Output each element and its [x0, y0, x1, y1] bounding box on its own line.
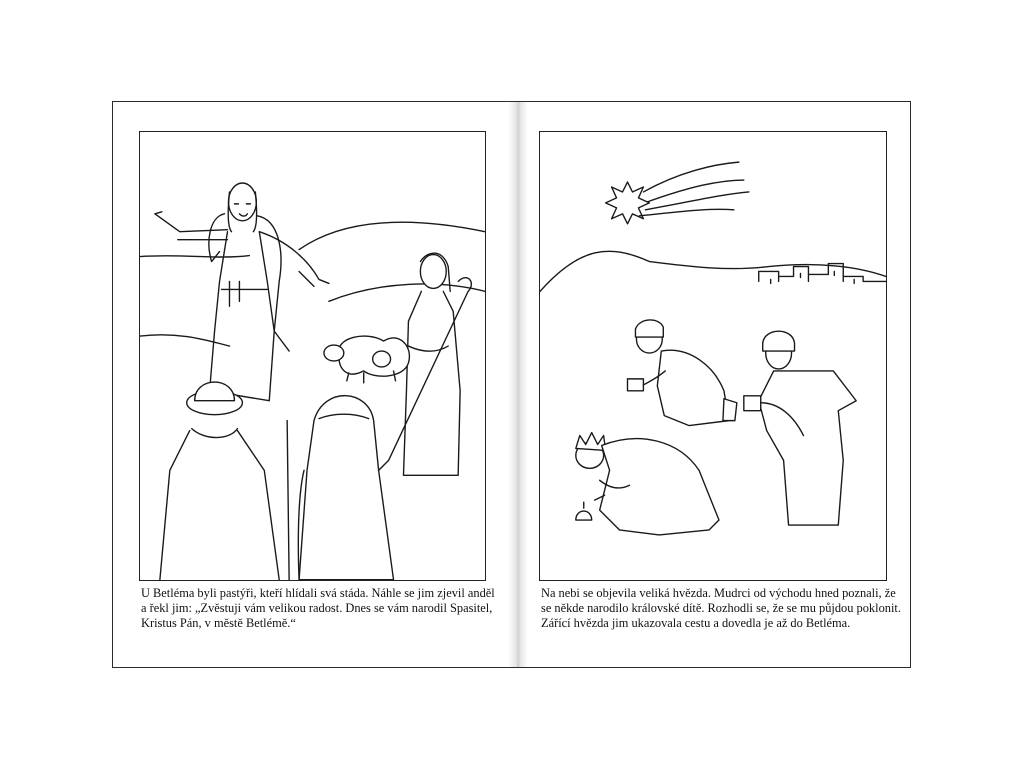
left-caption-line: U Betléma byli pastýři, kteří hlídali svá stáda. Náhle se jim zjevil anděl [141, 586, 495, 600]
hill-line-front [140, 335, 229, 346]
angel-wing-left [209, 214, 225, 262]
angel-wing-right [257, 216, 289, 351]
wise-man-1-turban [635, 320, 663, 337]
bethlehem-town [759, 264, 886, 284]
wise-man-2-turban [763, 331, 795, 351]
shepherd-collar [192, 429, 238, 438]
right-illustration-frame [539, 131, 887, 581]
sheep-head [324, 345, 344, 361]
wise-man-3-robe [600, 439, 719, 535]
hat-crown [195, 382, 235, 401]
hill-line-left [140, 256, 249, 257]
wise-men-illustration [540, 132, 886, 580]
angel-arm-right [259, 232, 329, 287]
wise-man-1-foot [723, 399, 737, 421]
right-caption-line: se někde narodilo královské dítě. Rozhodli se, že se mu půjdou poklonit. [541, 601, 901, 616]
left-caption-line: Kristus Pán, v městě Betlémě.“ [141, 616, 296, 631]
angel-figure [155, 183, 329, 401]
hill-line-mid [329, 284, 485, 301]
gift-jar [576, 511, 592, 520]
kneeling-wise-man [627, 320, 736, 426]
right-caption-line: Zářící hvězda jim ukazovala cestu a dovedla je až do Betléma. [541, 616, 851, 631]
book-gutter [508, 102, 528, 667]
left-page-caption [141, 586, 495, 632]
angel-belt [222, 281, 268, 306]
right-caption-line: Na nebi se objevila veliká hvězda. Mudrci od východu hned poznali, že [541, 586, 896, 600]
shepherd-stick [287, 421, 289, 580]
angel-arm-left [155, 212, 228, 240]
shepherd-robe [403, 291, 460, 475]
town-windows [771, 271, 855, 283]
shepherds-angel-illustration [140, 132, 485, 580]
wise-man-2-gift [744, 396, 761, 411]
comet-tail [639, 162, 748, 216]
wise-man-2-robe [759, 371, 856, 525]
shepherd-head [420, 255, 446, 289]
lamb-head [373, 351, 391, 367]
star-of-bethlehem [606, 162, 749, 224]
wise-man-1-robe [657, 350, 729, 425]
bowing-wise-man [576, 433, 719, 535]
star-icon [606, 182, 650, 224]
left-illustration-frame [139, 131, 486, 581]
shepherd-cloak [160, 431, 279, 580]
sheep-flock [324, 336, 409, 383]
wise-man-1-gift [627, 379, 643, 391]
hill-line-back [299, 222, 485, 249]
hood-cloak [299, 396, 393, 580]
right-page-caption [541, 586, 901, 632]
hooded-shepherd [298, 396, 393, 580]
standing-wise-man [744, 331, 856, 525]
shepherd-with-hat [160, 382, 289, 580]
wise-man-3-crown [576, 433, 606, 451]
left-caption-line: a řekl jim: „Zvěstuji vám velikou radost. Dnes se vám narodil Spasitel, [141, 601, 493, 616]
